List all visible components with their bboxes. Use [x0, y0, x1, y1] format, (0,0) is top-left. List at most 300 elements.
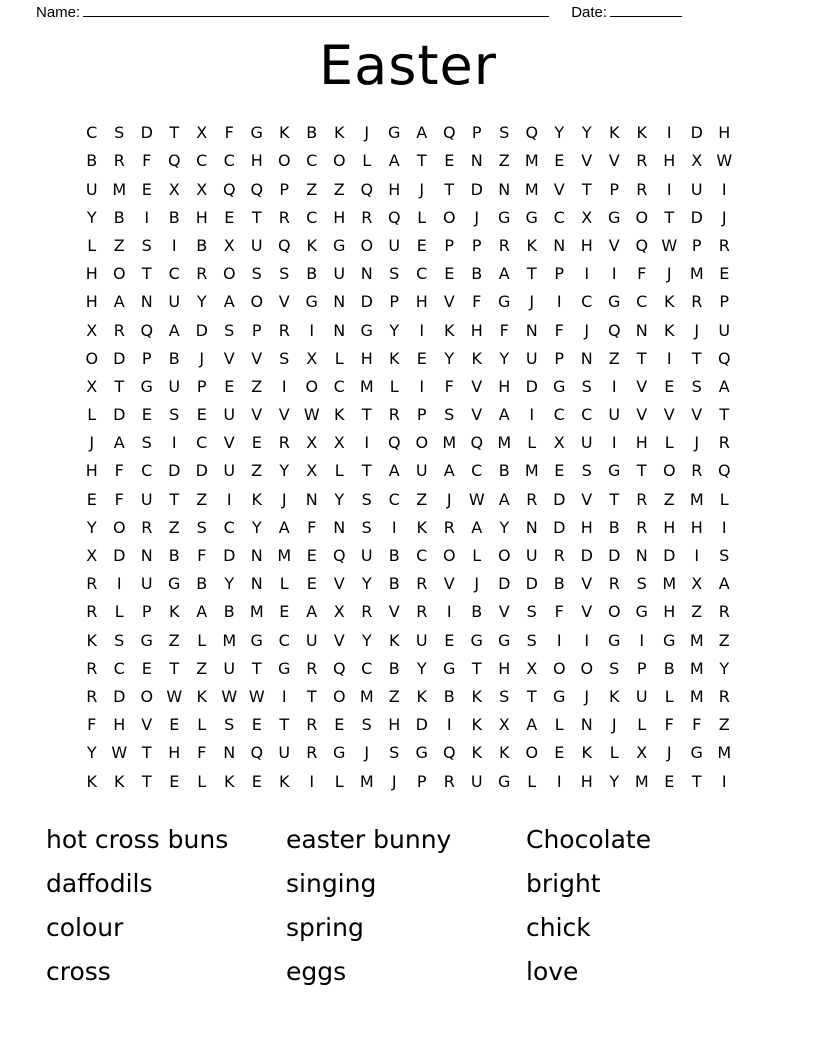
grid-cell[interactable]: Z: [608, 348, 620, 368]
grid-cell[interactable]: U: [580, 433, 593, 453]
grid-cell[interactable]: H: [663, 151, 676, 171]
grid-cell[interactable]: F: [472, 292, 482, 312]
grid-cell[interactable]: X: [636, 743, 648, 763]
grid-cell[interactable]: B: [471, 264, 483, 284]
grid-cell[interactable]: B: [388, 574, 400, 594]
grid-cell[interactable]: O: [635, 207, 649, 227]
grid-cell[interactable]: D: [690, 123, 703, 143]
grid-cell[interactable]: P: [691, 235, 702, 255]
grid-cell[interactable]: I: [446, 715, 452, 735]
grid-cell[interactable]: K: [224, 771, 235, 791]
grid-cell[interactable]: R: [361, 207, 373, 227]
grid-cell[interactable]: L: [334, 771, 344, 791]
grid-cell[interactable]: D: [553, 489, 566, 509]
grid-cell[interactable]: X: [526, 658, 538, 678]
grid-cell[interactable]: C: [306, 207, 318, 227]
grid-cell[interactable]: N: [580, 715, 593, 735]
grid-cell[interactable]: S: [279, 348, 290, 368]
grid-cell[interactable]: X: [691, 151, 703, 171]
grid-cell[interactable]: U: [525, 348, 538, 368]
grid-cell[interactable]: S: [224, 320, 235, 340]
grid-cell[interactable]: R: [443, 771, 455, 791]
grid-cell[interactable]: I: [666, 123, 672, 143]
grid-cell[interactable]: O: [607, 602, 621, 622]
grid-cell[interactable]: A: [113, 433, 125, 453]
grid-cell[interactable]: W: [166, 686, 183, 706]
grid-cell[interactable]: U: [718, 320, 731, 340]
grid-cell[interactable]: R: [718, 235, 730, 255]
grid-cell[interactable]: U: [223, 405, 236, 425]
grid-cell[interactable]: U: [360, 546, 373, 565]
grid-cell[interactable]: H: [85, 461, 98, 481]
grid-cell[interactable]: L: [87, 405, 97, 425]
grid-cell[interactable]: N: [250, 546, 263, 565]
grid-cell[interactable]: L: [197, 771, 207, 791]
grid-cell[interactable]: U: [415, 630, 428, 650]
grid-cell[interactable]: C: [553, 207, 565, 227]
grid-cell[interactable]: P: [279, 179, 290, 199]
grid-cell[interactable]: G: [690, 743, 703, 763]
grid-cell[interactable]: F: [554, 320, 564, 340]
grid-cell[interactable]: E: [251, 433, 262, 453]
grid-cell[interactable]: I: [281, 686, 287, 706]
grid-cell[interactable]: K: [471, 743, 482, 763]
grid-cell[interactable]: N: [470, 151, 483, 171]
grid-cell[interactable]: G: [635, 602, 648, 622]
grid-cell[interactable]: W: [716, 151, 733, 171]
grid-cell[interactable]: F: [664, 715, 674, 735]
grid-cell[interactable]: X: [498, 715, 510, 735]
grid-cell[interactable]: V: [223, 348, 235, 368]
grid-cell[interactable]: I: [281, 376, 287, 396]
grid-cell[interactable]: V: [636, 405, 648, 425]
grid-cell[interactable]: Y: [251, 517, 262, 537]
grid-cell[interactable]: Z: [416, 489, 428, 509]
grid-cell[interactable]: K: [609, 123, 620, 143]
grid-cell[interactable]: G: [140, 376, 153, 396]
grid-cell[interactable]: P: [416, 405, 427, 425]
grid-cell[interactable]: P: [609, 179, 620, 199]
grid-cell[interactable]: R: [553, 546, 565, 565]
grid-cell[interactable]: L: [664, 433, 674, 453]
grid-cell[interactable]: T: [636, 461, 647, 481]
grid-cell[interactable]: Y: [334, 489, 345, 509]
grid-cell[interactable]: I: [309, 320, 315, 340]
grid-cell[interactable]: N: [140, 292, 153, 312]
grid-cell[interactable]: D: [223, 546, 236, 565]
grid-cell[interactable]: L: [362, 151, 372, 171]
grid-cell[interactable]: V: [581, 602, 593, 622]
grid-cell[interactable]: K: [471, 348, 482, 368]
grid-cell[interactable]: V: [278, 292, 290, 312]
grid-cell[interactable]: V: [141, 715, 153, 735]
grid-cell[interactable]: K: [471, 715, 482, 735]
grid-cell[interactable]: E: [444, 264, 455, 284]
grid-cell[interactable]: F: [142, 151, 152, 171]
grid-cell[interactable]: I: [721, 771, 727, 791]
grid-cell[interactable]: C: [141, 461, 153, 481]
grid-cell[interactable]: U: [278, 743, 291, 763]
grid-cell[interactable]: N: [333, 320, 346, 340]
grid-cell[interactable]: V: [333, 630, 345, 650]
grid-cell[interactable]: A: [223, 292, 235, 312]
grid-cell[interactable]: V: [251, 348, 263, 368]
grid-cell[interactable]: F: [499, 320, 509, 340]
grid-cell[interactable]: U: [690, 179, 703, 199]
grid-cell[interactable]: S: [361, 715, 372, 735]
grid-cell[interactable]: H: [250, 151, 263, 171]
grid-cell[interactable]: V: [581, 489, 593, 509]
grid-cell[interactable]: O: [415, 433, 429, 453]
grid-cell[interactable]: C: [636, 292, 648, 312]
grid-cell[interactable]: N: [360, 264, 373, 284]
grid-cell[interactable]: O: [525, 743, 539, 763]
grid-cell[interactable]: U: [470, 771, 483, 791]
grid-cell[interactable]: V: [581, 151, 593, 171]
grid-cell[interactable]: H: [498, 658, 511, 678]
grid-cell[interactable]: K: [169, 602, 180, 622]
grid-cell[interactable]: I: [309, 771, 315, 791]
grid-cell[interactable]: P: [444, 235, 455, 255]
grid-cell[interactable]: J: [199, 348, 205, 368]
word-list-item[interactable]: colour: [46, 912, 124, 942]
grid-cell[interactable]: J: [474, 574, 480, 594]
grid-cell[interactable]: O: [85, 348, 99, 368]
grid-cell[interactable]: E: [416, 235, 427, 255]
grid-cell[interactable]: P: [141, 348, 152, 368]
grid-cell[interactable]: J: [89, 433, 95, 453]
word-list-item[interactable]: love: [526, 956, 579, 986]
grid-cell[interactable]: B: [388, 658, 400, 678]
grid-cell[interactable]: S: [444, 405, 455, 425]
grid-cell[interactable]: I: [144, 207, 150, 227]
grid-cell[interactable]: D: [690, 207, 703, 227]
grid-cell[interactable]: O: [332, 151, 346, 171]
grid-cell[interactable]: G: [498, 630, 511, 650]
grid-cell[interactable]: T: [526, 686, 537, 706]
grid-cell[interactable]: F: [197, 546, 207, 565]
grid-cell[interactable]: F: [114, 489, 124, 509]
grid-cell[interactable]: E: [664, 376, 675, 396]
grid-cell[interactable]: W: [303, 405, 320, 425]
grid-cell[interactable]: K: [526, 235, 537, 255]
grid-cell[interactable]: N: [635, 320, 648, 340]
grid-cell[interactable]: M: [689, 658, 704, 678]
grid-cell[interactable]: H: [635, 433, 648, 453]
grid-cell[interactable]: Z: [718, 630, 730, 650]
grid-cell[interactable]: U: [168, 292, 181, 312]
grid-cell[interactable]: A: [388, 461, 400, 481]
grid-cell[interactable]: Y: [499, 517, 510, 537]
grid-cell[interactable]: X: [306, 348, 318, 368]
grid-cell[interactable]: P: [554, 348, 565, 368]
grid-cell[interactable]: A: [416, 123, 428, 143]
grid-cell[interactable]: A: [718, 574, 730, 594]
grid-cell[interactable]: Z: [251, 461, 263, 481]
grid-cell[interactable]: L: [87, 235, 97, 255]
grid-cell[interactable]: I: [666, 179, 672, 199]
grid-cell[interactable]: T: [114, 376, 125, 396]
grid-cell[interactable]: A: [168, 320, 180, 340]
grid-cell[interactable]: I: [556, 771, 562, 791]
grid-cell[interactable]: G: [415, 743, 428, 763]
grid-cell[interactable]: G: [443, 658, 456, 678]
grid-cell[interactable]: C: [471, 461, 483, 481]
grid-cell[interactable]: L: [197, 630, 207, 650]
grid-cell[interactable]: A: [498, 264, 510, 284]
grid-cell[interactable]: M: [222, 630, 237, 650]
grid-cell[interactable]: T: [169, 123, 180, 143]
grid-cell[interactable]: K: [664, 320, 675, 340]
grid-cell[interactable]: P: [251, 320, 262, 340]
grid-cell[interactable]: A: [113, 292, 125, 312]
grid-cell[interactable]: R: [86, 658, 98, 678]
word-list-item[interactable]: cross: [46, 956, 111, 986]
grid-cell[interactable]: R: [636, 151, 648, 171]
grid-cell[interactable]: H: [690, 517, 703, 537]
grid-cell[interactable]: O: [112, 517, 126, 537]
grid-cell[interactable]: K: [444, 320, 455, 340]
grid-cell[interactable]: F: [637, 264, 647, 284]
grid-cell[interactable]: M: [524, 151, 539, 171]
grid-cell[interactable]: O: [662, 461, 676, 481]
grid-cell[interactable]: G: [608, 630, 621, 650]
grid-cell[interactable]: O: [360, 235, 374, 255]
grid-cell[interactable]: R: [416, 602, 428, 622]
grid-cell[interactable]: N: [580, 348, 593, 368]
grid-cell[interactable]: B: [471, 602, 483, 622]
grid-cell[interactable]: R: [526, 489, 538, 509]
grid-cell[interactable]: H: [360, 348, 373, 368]
grid-cell[interactable]: J: [666, 264, 672, 284]
grid-cell[interactable]: I: [584, 264, 590, 284]
grid-cell[interactable]: W: [111, 743, 128, 763]
grid-cell[interactable]: N: [223, 743, 236, 763]
grid-cell[interactable]: L: [279, 574, 289, 594]
grid-cell[interactable]: G: [663, 630, 676, 650]
grid-cell[interactable]: S: [114, 123, 125, 143]
grid-cell[interactable]: U: [415, 461, 428, 481]
grid-cell[interactable]: U: [333, 264, 346, 284]
grid-cell[interactable]: M: [359, 376, 374, 396]
grid-cell[interactable]: T: [251, 207, 262, 227]
grid-cell[interactable]: J: [281, 489, 287, 509]
grid-cell[interactable]: E: [306, 546, 317, 565]
grid-cell[interactable]: Z: [251, 376, 263, 396]
grid-cell[interactable]: O: [580, 658, 594, 678]
grid-cell[interactable]: C: [168, 264, 180, 284]
grid-cell[interactable]: F: [444, 376, 454, 396]
grid-cell[interactable]: C: [581, 405, 593, 425]
grid-cell[interactable]: L: [334, 461, 344, 481]
grid-cell[interactable]: W: [468, 489, 485, 509]
grid-cell[interactable]: T: [636, 348, 647, 368]
grid-cell[interactable]: J: [694, 320, 700, 340]
grid-cell[interactable]: K: [664, 292, 675, 312]
grid-cell[interactable]: X: [691, 574, 703, 594]
grid-cell[interactable]: F: [197, 743, 207, 763]
grid-cell[interactable]: C: [86, 123, 98, 143]
grid-cell[interactable]: V: [553, 179, 565, 199]
grid-cell[interactable]: O: [112, 264, 126, 284]
grid-cell[interactable]: H: [195, 207, 208, 227]
grid-cell[interactable]: X: [168, 179, 180, 199]
grid-cell[interactable]: R: [306, 658, 318, 678]
grid-cell[interactable]: M: [442, 433, 457, 453]
grid-cell[interactable]: U: [635, 686, 648, 706]
grid-cell[interactable]: V: [471, 376, 483, 396]
grid-cell[interactable]: E: [141, 179, 152, 199]
grid-cell[interactable]: R: [306, 743, 318, 763]
grid-cell[interactable]: H: [388, 179, 401, 199]
grid-cell[interactable]: P: [554, 264, 565, 284]
grid-cell[interactable]: X: [306, 461, 318, 481]
grid-cell[interactable]: N: [140, 546, 153, 565]
grid-cell[interactable]: X: [196, 123, 208, 143]
grid-cell[interactable]: K: [609, 686, 620, 706]
grid-cell[interactable]: E: [306, 574, 317, 594]
grid-cell[interactable]: A: [471, 517, 483, 537]
grid-cell[interactable]: A: [278, 517, 290, 537]
grid-cell[interactable]: G: [250, 123, 263, 143]
grid-cell[interactable]: R: [691, 461, 703, 481]
grid-cell[interactable]: L: [719, 489, 729, 509]
grid-cell[interactable]: S: [361, 517, 372, 537]
grid-cell[interactable]: Z: [498, 151, 510, 171]
grid-cell[interactable]: J: [721, 207, 727, 227]
grid-cell[interactable]: B: [113, 207, 125, 227]
grid-cell[interactable]: W: [248, 686, 265, 706]
grid-cell[interactable]: P: [636, 658, 647, 678]
grid-cell[interactable]: X: [581, 207, 593, 227]
grid-cell[interactable]: V: [581, 574, 593, 594]
grid-cell[interactable]: R: [113, 151, 125, 171]
grid-cell[interactable]: J: [611, 715, 617, 735]
grid-cell[interactable]: O: [497, 546, 511, 565]
grid-cell[interactable]: Q: [360, 179, 374, 199]
grid-cell[interactable]: J: [584, 320, 590, 340]
grid-cell[interactable]: R: [608, 574, 620, 594]
grid-cell[interactable]: Q: [717, 461, 731, 481]
grid-cell[interactable]: C: [223, 517, 235, 537]
grid-cell[interactable]: Y: [719, 658, 730, 678]
grid-cell[interactable]: C: [553, 405, 565, 425]
grid-cell[interactable]: D: [415, 715, 428, 735]
grid-cell[interactable]: I: [694, 546, 700, 565]
grid-cell[interactable]: I: [419, 320, 425, 340]
grid-cell[interactable]: H: [580, 517, 593, 537]
grid-cell[interactable]: C: [113, 658, 125, 678]
grid-cell[interactable]: B: [443, 686, 455, 706]
grid-cell[interactable]: G: [305, 292, 318, 312]
grid-cell[interactable]: L: [472, 546, 482, 565]
grid-cell[interactable]: S: [389, 264, 400, 284]
grid-cell[interactable]: U: [608, 405, 621, 425]
grid-cell[interactable]: S: [169, 405, 180, 425]
grid-cell[interactable]: J: [419, 179, 425, 199]
grid-cell[interactable]: X: [333, 602, 345, 622]
grid-cell[interactable]: Q: [250, 743, 264, 763]
grid-cell[interactable]: T: [169, 489, 180, 509]
grid-cell[interactable]: A: [498, 489, 510, 509]
grid-cell[interactable]: G: [388, 123, 401, 143]
grid-cell[interactable]: Q: [607, 320, 621, 340]
grid-cell[interactable]: E: [224, 376, 235, 396]
grid-cell[interactable]: K: [196, 686, 207, 706]
grid-cell[interactable]: J: [446, 489, 452, 509]
grid-cell[interactable]: P: [471, 235, 482, 255]
grid-cell[interactable]: Q: [635, 235, 649, 255]
grid-cell[interactable]: H: [663, 602, 676, 622]
grid-cell[interactable]: H: [498, 376, 511, 396]
grid-cell[interactable]: R: [636, 179, 648, 199]
grid-cell[interactable]: B: [608, 517, 620, 537]
grid-cell[interactable]: O: [277, 151, 291, 171]
grid-cell[interactable]: M: [112, 179, 127, 199]
grid-cell[interactable]: E: [224, 207, 235, 227]
grid-cell[interactable]: Z: [196, 658, 208, 678]
grid-cell[interactable]: Z: [333, 179, 345, 199]
grid-cell[interactable]: K: [279, 771, 290, 791]
grid-cell[interactable]: E: [251, 771, 262, 791]
word-list-item[interactable]: easter bunny: [286, 824, 452, 854]
grid-cell[interactable]: D: [525, 574, 538, 594]
grid-cell[interactable]: V: [251, 405, 263, 425]
grid-cell[interactable]: L: [389, 376, 399, 396]
grid-cell[interactable]: J: [474, 207, 480, 227]
grid-cell[interactable]: K: [581, 743, 592, 763]
grid-cell[interactable]: I: [116, 574, 122, 594]
grid-cell[interactable]: B: [168, 207, 180, 227]
word-search-grid[interactable]: [78, 119, 738, 796]
grid-cell[interactable]: M: [524, 179, 539, 199]
grid-cell[interactable]: X: [223, 235, 235, 255]
grid-cell[interactable]: Y: [196, 292, 207, 312]
grid-cell[interactable]: S: [114, 630, 125, 650]
grid-cell[interactable]: Q: [442, 123, 456, 143]
grid-cell[interactable]: J: [364, 123, 370, 143]
grid-cell[interactable]: K: [499, 743, 510, 763]
grid-cell[interactable]: K: [251, 489, 262, 509]
grid-cell[interactable]: S: [361, 489, 372, 509]
grid-cell[interactable]: H: [580, 771, 593, 791]
grid-cell[interactable]: Q: [277, 235, 291, 255]
grid-cell[interactable]: K: [114, 771, 125, 791]
grid-cell[interactable]: T: [279, 715, 290, 735]
grid-cell[interactable]: E: [719, 264, 730, 284]
grid-cell[interactable]: T: [141, 264, 152, 284]
grid-cell[interactable]: A: [306, 602, 318, 622]
grid-cell[interactable]: Y: [389, 320, 400, 340]
word-list-item[interactable]: spring: [286, 912, 364, 942]
grid-cell[interactable]: C: [278, 630, 290, 650]
word-list-item[interactable]: Chocolate: [526, 824, 652, 854]
grid-cell[interactable]: D: [195, 320, 208, 340]
grid-cell[interactable]: Q: [222, 179, 236, 199]
grid-cell[interactable]: M: [662, 574, 677, 594]
grid-cell[interactable]: B: [553, 574, 565, 594]
grid-cell[interactable]: S: [499, 123, 510, 143]
grid-cell[interactable]: M: [249, 602, 264, 622]
grid-cell[interactable]: D: [195, 461, 208, 481]
grid-cell[interactable]: Q: [167, 151, 181, 171]
grid-cell[interactable]: V: [636, 376, 648, 396]
grid-cell[interactable]: G: [140, 630, 153, 650]
grid-cell[interactable]: V: [663, 405, 675, 425]
grid-cell[interactable]: T: [471, 658, 482, 678]
grid-cell[interactable]: I: [171, 433, 177, 453]
grid-cell[interactable]: O: [332, 686, 346, 706]
